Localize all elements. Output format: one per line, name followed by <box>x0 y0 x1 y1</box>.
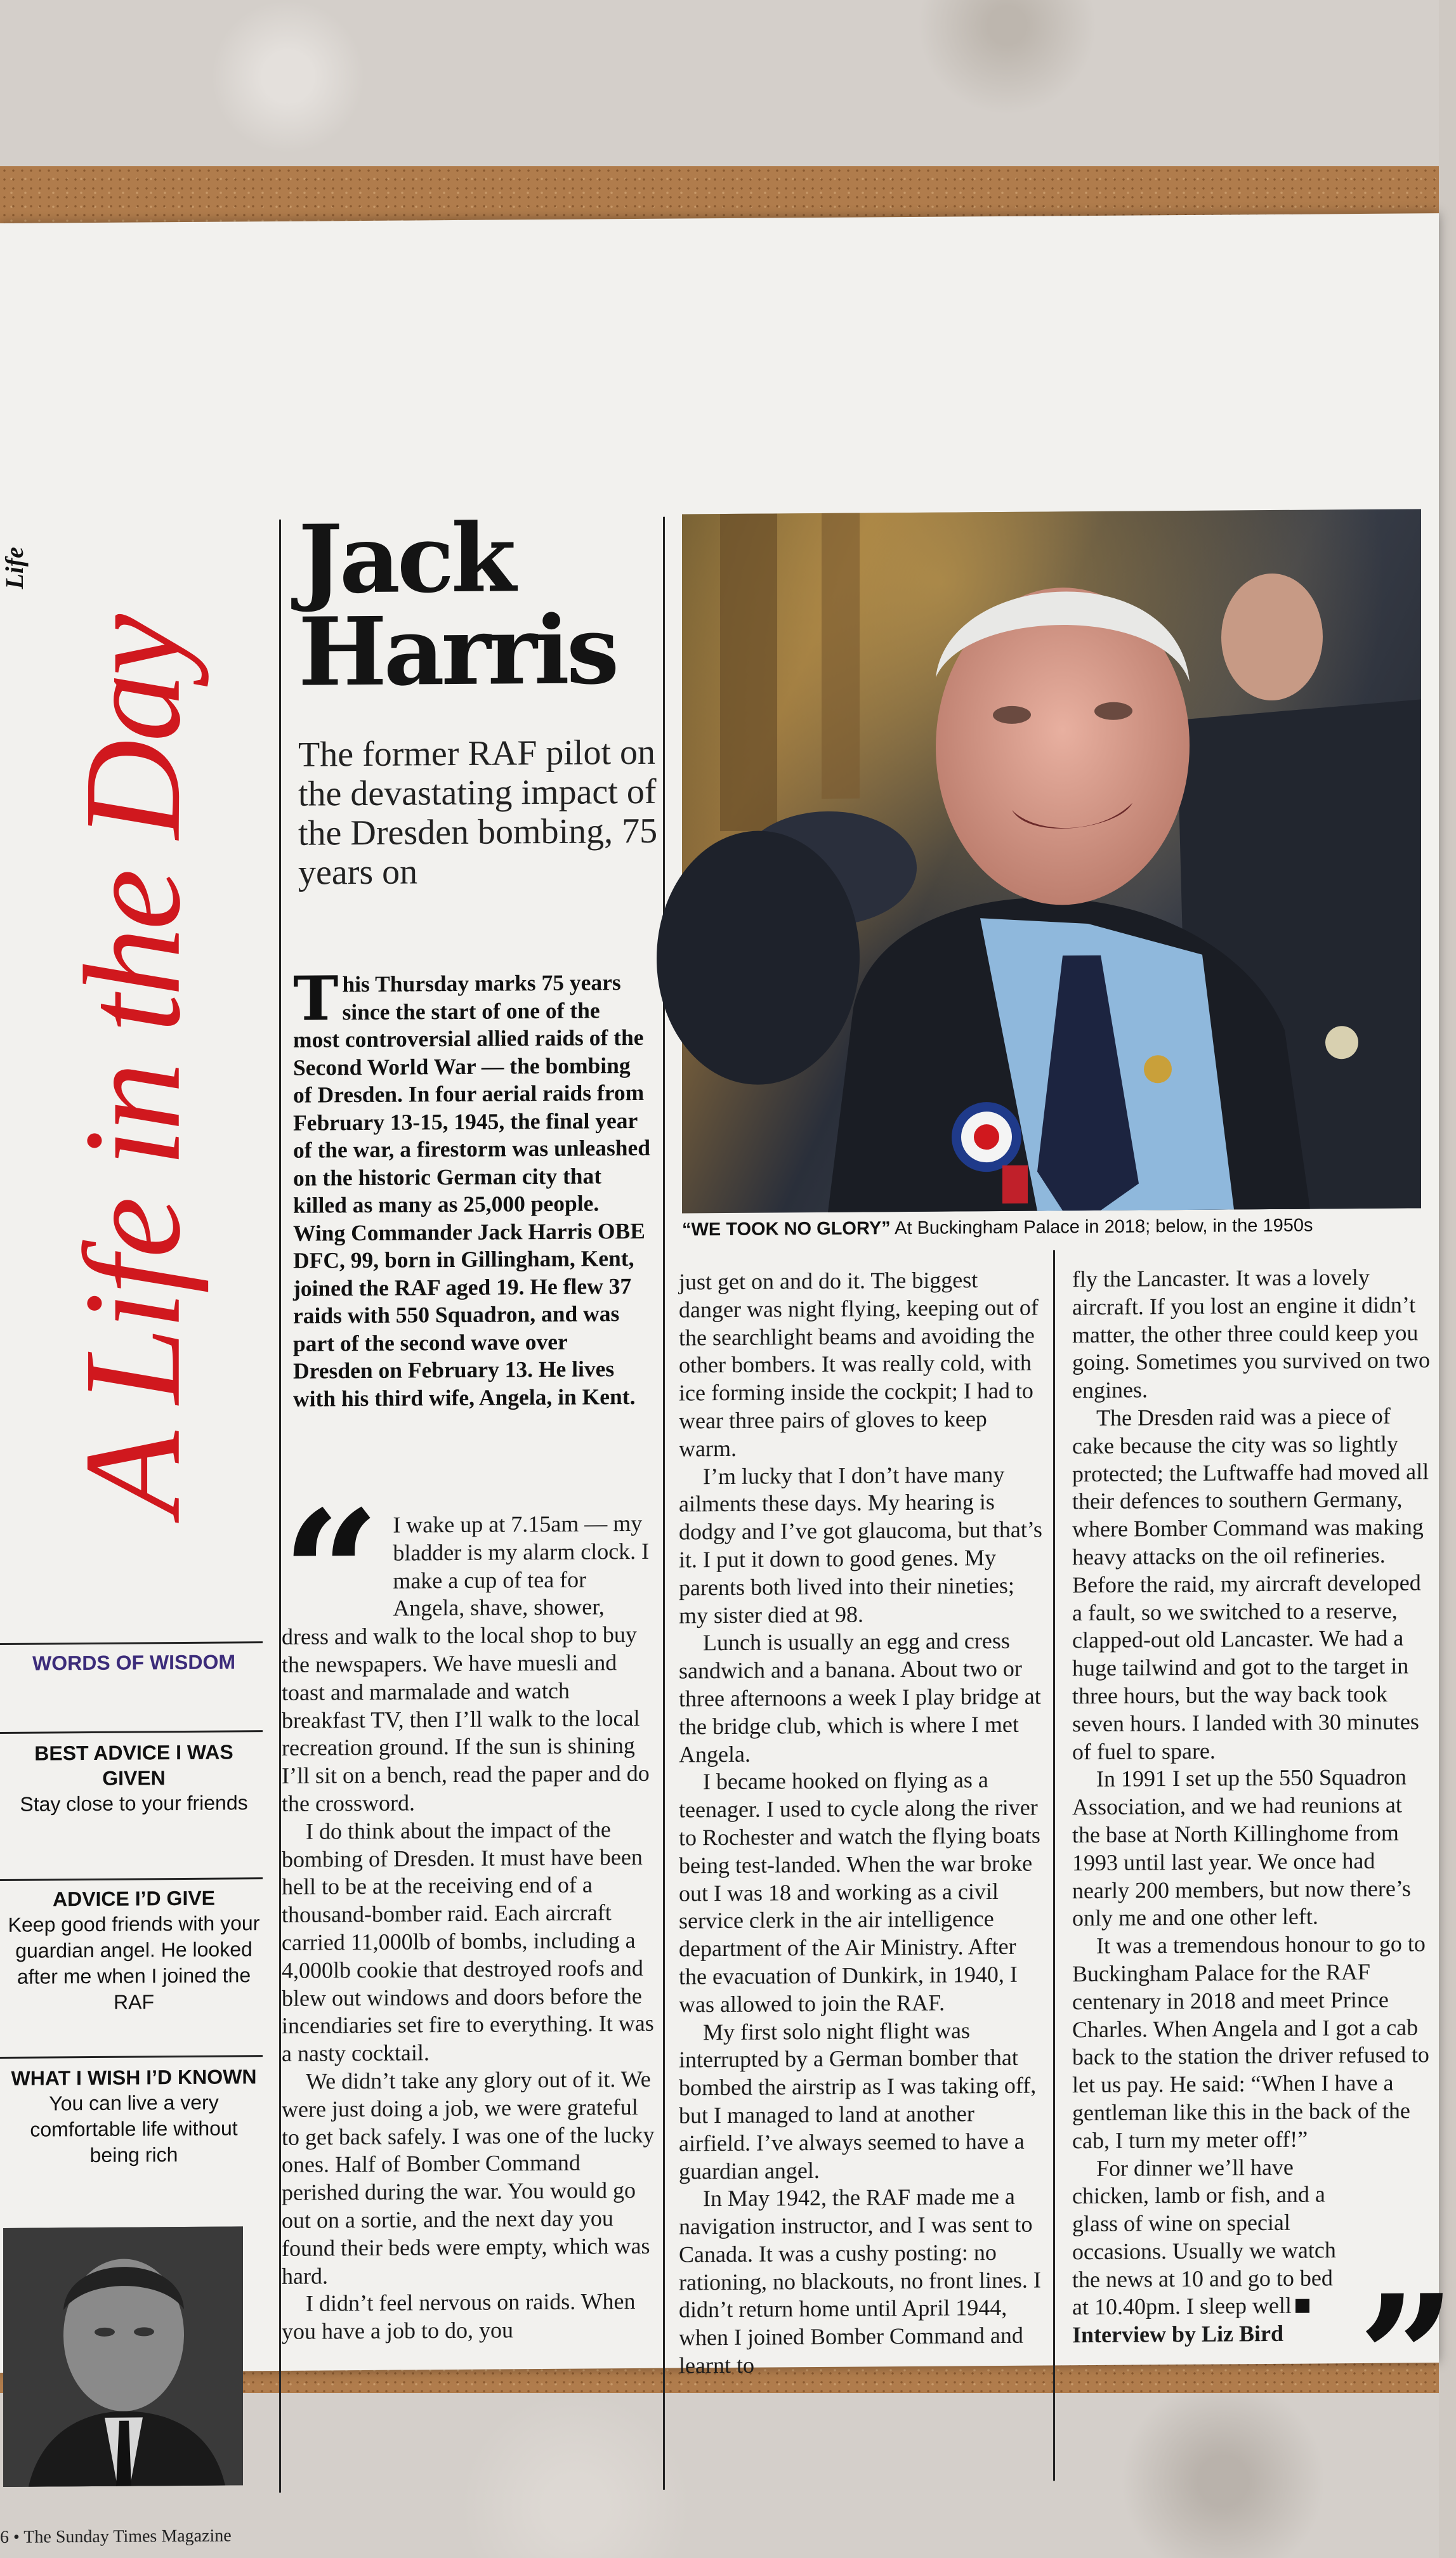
drop-cap: T <box>293 962 339 1035</box>
article-column-2: just get on and do it. The biggest danger was night flying, keeping out of the searchlight beams and avoiding the other bombers. It was really cold, with ice forming inside the cockpit; I had to wear three pairs of gloves to keep warm. I’m lucky that I don’t have many ailments these days. My hearing is dodgy and I’ve got glaucoma, but that’s it. I put it down to good genes. My parents both lived into their nineties; my sister died at 98. Lunch is usually an egg and cress sandwich and a banana. About two or three afternoons a week I play bridge at the bridge club, which is where I met Angela. I became hooked on flying as a teenager. I used to cycle along the river to Rochester and watch the flying boats being test-landed. When the war broke out I was 18 and working as a civil service clerk in the air intelligence department of the Air Ministry. After the evacuation of Dunkirk, in 1940, I was allowed to join the RAF. My first solo night flight was interrupted by a German bomber that bombed the airstrip as I was taking off, but I managed to land at another airfield. I’ve always seemed to have a guardian angel. In May 1942, the RAF made me a navigation instructor, and I was sent to Canada. It was a cushy posting: no rationing, no blackouts, no front lines. I didn’t return home until April 1944, when I joined Bomber Command and learnt to <box>679 1267 1042 2378</box>
close-quote-mark: ” <box>1358 2256 1456 2460</box>
magazine-page <box>0 213 1456 2547</box>
best-advice-text: Stay close to your friends <box>20 1791 248 1816</box>
advice-give-heading: ADVICE I’D GIVE <box>52 1886 216 1911</box>
wish-known-text: You can live a very comfortable life without being rich <box>30 2090 238 2167</box>
article-column-3: fly the Lancaster. It was a lovely aircraft. If you lost an engine it didn’t matter, the other three could keep you going. Sometimes you survived on two engines. The Dresden raid was a piece of cake because the city was so lightly protected; the Luftwaffe had moved all their defences to southern Germany, where Bomber Command was making heavy attacks on the oil refineries. Before the raid, my aircraft developed a fault, so we switched to a reserve, clapped-out old Lancaster. We had a huge tailwind and got to the target in three hours, but the way back took seven hours. I landed with 30 minutes of fuel to spare. In 1991 I set up the 550 Squadron Association, and we had reunions at the base at North Killinghome from 1993 until last year. We once had nearly 200 members, but now there’s only me and one other left. It was a tremendous honour to go to Buckingham Palace for the RAF centenary in 2018 and meet Prince Charles. When Angela and I got a cab back to the station the driver refused to let us pay. He said: “When I have a gentleman like this in the back of the cab, I turn my meter off!” For dinner we’ll have chicken, lamb or fish, and a glass of wine on special occasions. Usually we watch the news at 10 and go to bed at 10.40pm. I sleep well Interview by Liz Bird <box>1072 1263 1434 2349</box>
best-advice-heading: BEST ADVICE I WAS GIVEN <box>34 1740 233 1790</box>
page-footer: 6 • The Sunday Times Magazine <box>0 2526 232 2547</box>
sidebar-title: WORDS OF WISDOM <box>32 1650 235 1675</box>
photo-caption: “WE TOOK NO GLORY” At Buckingham Palace in 2018; below, in the 1950s <box>682 1215 1313 1240</box>
headline: Jack Harris <box>298 502 617 707</box>
column-rule <box>1053 1250 1055 2481</box>
best-advice-box <box>5 1739 263 1818</box>
portrait-photo <box>682 509 1421 1213</box>
sidebar-rule <box>0 1730 263 1734</box>
sidebar-rule <box>0 2055 263 2059</box>
archive-portrait-illustration <box>3 2226 243 2487</box>
open-quote-mark: “ <box>282 1472 381 1675</box>
words-of-wisdom-box <box>5 1649 263 1676</box>
article-column-1: “ I wake up at 7.15am — my bladder is my alarm clock. I make a cup of tea for Angela, shave, shower, dress and walk to the local shop to buy the newspapers. We have muesli and toast and marmalade and watch breakfast TV, then I’ll walk to the local recreation ground. If the sun is shining I’ll sit on a bench, read the paper and do the crossword. I do think about the impact of the bombing of Dresden. It must have been hell to be at the receiving end of a thousand-bomber raid. Each aircraft carried 11,000lb of bombs, including a 4,000lb cookie that destroyed roofs and blew out windows and doors before the incendiaries set fire to everything. It was a nasty cocktail. We didn’t take any glory out of it. We were just doing a job, we were grateful to get back safely. I was one of the lucky ones. Half of Bomber Command perished during the war. You would go out on a sortie, and the next day you found their beds were empty, which was hard. I didn’t feel nervous on raids. When you have a job to do, you <box>282 1472 655 2345</box>
advice-give-text: Keep good friends with your guardian angel. He looked after me when I joined the RAF <box>8 1912 260 2014</box>
column-title-wrap <box>25 526 241 1606</box>
section-tag: Life <box>0 546 29 589</box>
end-mark <box>1295 2299 1309 2313</box>
byline: Interview by Liz Bird <box>1072 2321 1283 2348</box>
wish-known-heading: WHAT I WISH I’D KNOWN <box>11 2065 257 2090</box>
advice-give-box <box>5 1885 263 2016</box>
archive-photo <box>3 2226 243 2487</box>
intro-standfirst: This Thursday marks 75 years since the start of one of the most controversial allied raids of the Second World War — the bombing of Dresden. In four aerial raids from February 13-15, 1945, the final year of the war, a firestorm was unleashed on the historic German city that killed as many as 25,000 people. Wing Commander Jack Harris OBE DFC, 99, born in Gillingham, Kent, joined the RAF aged 19. He flew 37 raids with 550 Squadron, and was part of the second wave over Dresden on February 13. He lives with his third wife, Angela, in Kent. <box>293 962 651 1412</box>
column-title: A Life in the Day <box>56 615 210 1517</box>
subheadline: The former RAF pilot on the devastating impact of the Dresden bombing, 75 years on <box>298 732 658 893</box>
wish-known-box <box>5 2064 263 2169</box>
column-rule <box>279 520 281 2493</box>
sidebar-rule <box>0 1641 263 1645</box>
sidebar-rule <box>0 1877 263 1881</box>
portrait-illustration <box>682 509 1421 1213</box>
